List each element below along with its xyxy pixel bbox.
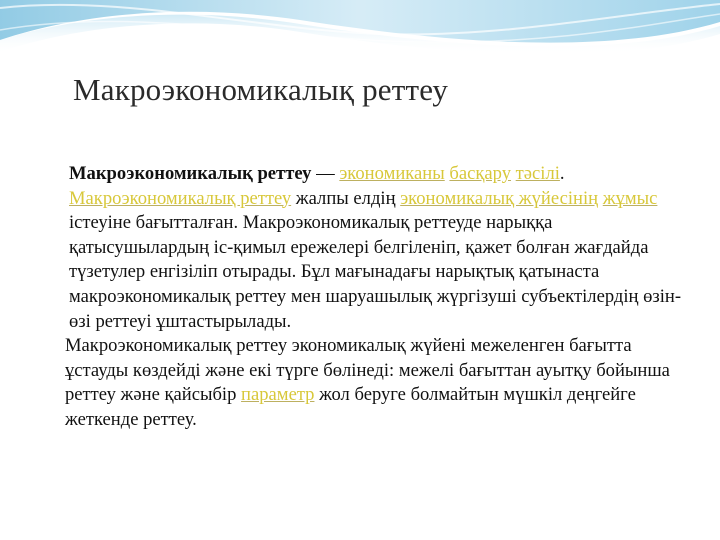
slide-title: Макроэкономикалық реттеу bbox=[73, 72, 449, 107]
link-manage[interactable]: басқару bbox=[449, 163, 512, 184]
paragraph-1 bbox=[65, 162, 685, 334]
link-parameter[interactable]: параметр bbox=[241, 384, 315, 406]
link-economy[interactable]: экономиканы bbox=[339, 163, 445, 184]
text-after-method: . bbox=[559, 163, 565, 184]
paragraph-2 bbox=[65, 334, 685, 432]
text-overall: жалпы елдің bbox=[291, 187, 401, 209]
header-wave-decoration bbox=[0, 0, 720, 80]
link-macro-regulation[interactable]: Макроэкономикалық реттеу bbox=[69, 187, 292, 209]
link-economic-system[interactable]: экономикалық жүйесінің bbox=[400, 187, 599, 209]
dash-text: — bbox=[311, 163, 340, 184]
link-method[interactable]: тәсілі bbox=[515, 163, 560, 184]
paragraph-2-start: Макроэкономикалық реттеу экономикалық жүйені межеленген бағытта ұстауды көздейді және екі түрге бөлінеді: межелі бағыттан ауытқу бойынша реттеу және қайсыбір bbox=[65, 335, 670, 406]
paragraph-2-end: жол беруге болмайтын мүшкіл деңгейге жеткенде реттеу. bbox=[65, 384, 636, 430]
paragraph-1-rest: істеуіне бағытталған. Макроэкономикалық реттеуде нарыққа қатысушылардың іс-қимыл ережелері белгіленіп, қажет болған жағдайда түзетулер енгізіліп отырады. Бұл мағынадағы нарықтық қатынаста макроэкономикалық реттеу мен шаруашылық жүргізуші субъектілердің өзін-өзі реттеуі ұштастырылады. bbox=[69, 212, 682, 332]
link-work[interactable]: жұмыс bbox=[602, 187, 658, 209]
slide-body bbox=[65, 162, 685, 433]
bold-term: Макроэкономикалық реттеу bbox=[69, 163, 312, 184]
